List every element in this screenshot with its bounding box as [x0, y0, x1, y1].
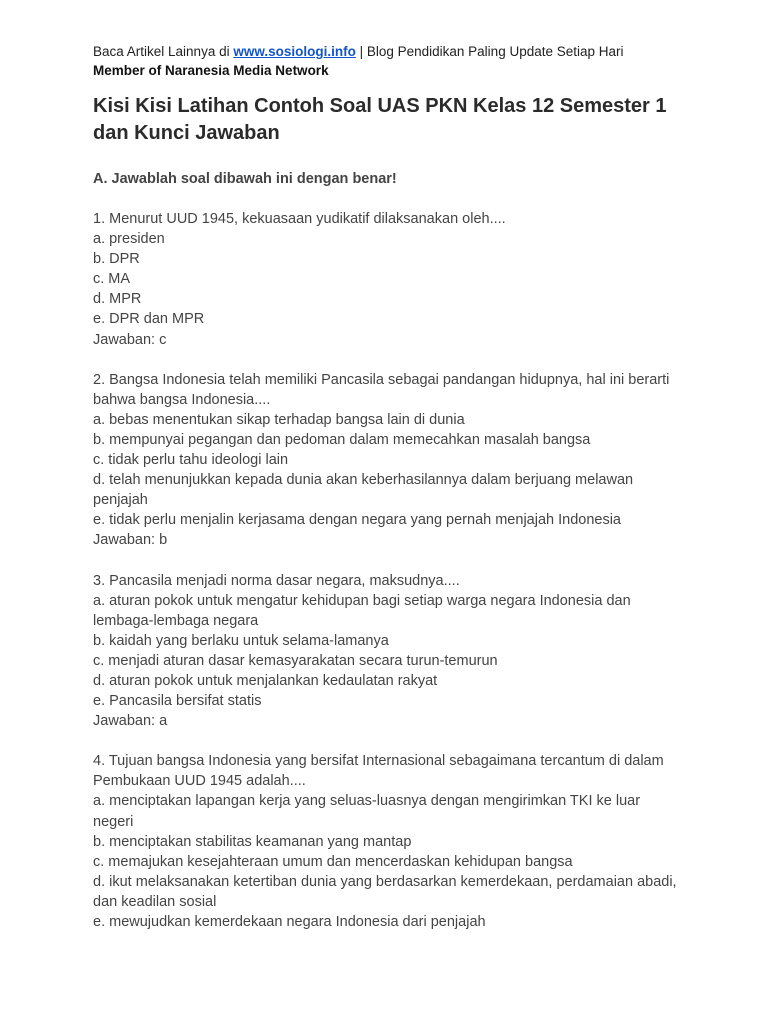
- option-e: e. DPR dan MPR: [93, 311, 205, 328]
- header-prefix: Baca Artikel Lainnya di: [93, 44, 234, 59]
- option-e: e. Pancasila bersifat statis: [93, 693, 262, 710]
- option-e: e. tidak perlu menjalin kerjasama dengan negara yang pernah menjajah Indonesia: [93, 512, 621, 529]
- question-1: [93, 209, 683, 350]
- option-b: b. DPR: [93, 251, 140, 268]
- option-c: c. tidak perlu tahu ideologi lain: [93, 452, 289, 469]
- question-text: 4. Tujuan bangsa Indonesia yang bersifat Internasional sebagaimana tercantum di dalam Pembukaan UUD 1945 adalah....: [93, 753, 664, 790]
- option-e: e. mewujudkan kemerdekaan negara Indonesia dari penjajah: [93, 914, 486, 930]
- sosiologi-link[interactable]: www.sosiologi.info: [233, 44, 356, 59]
- answer-key: Jawaban: c: [93, 331, 167, 348]
- option-d: d. ikut melaksanakan ketertiban dunia yang berdasarkan kemerdekaan, perdamaian abadi, dan keadilan sosial: [93, 873, 677, 910]
- option-a: a. presiden: [93, 231, 165, 248]
- option-b: b. kaidah yang berlaku untuk selama-lamanya: [93, 632, 389, 649]
- document-page: [93, 42, 683, 932]
- question-4: [93, 751, 683, 932]
- header-suffix: | Blog Pendidikan Paling Update Setiap Hari: [355, 44, 624, 59]
- answer-key: Jawaban: b: [93, 532, 168, 549]
- option-d: d. aturan pokok untuk menjalankan kedaulatan rakyat: [93, 672, 438, 689]
- option-a: a. bebas menentukan sikap terhadap bangsa lain di dunia: [93, 411, 465, 428]
- question-text: 2. Bangsa Indonesia telah memiliki Pancasila sebagai pandangan hidupnya, hal ini berarti bahwa bangsa Indonesia....: [93, 371, 670, 408]
- question-text: 1. Menurut UUD 1945, kekuasaan yudikatif dilaksanakan oleh....: [93, 211, 506, 227]
- answer-key: Jawaban: a: [93, 713, 168, 730]
- section-heading: A. Jawablah soal dibawah ini dengan benar!: [93, 171, 397, 187]
- option-c: c. memajukan kesejahteraan umum dan mencerdaskan kehidupan bangsa: [93, 853, 573, 870]
- option-b: b. mempunyai pegangan dan pedoman dalam memecahkan masalah bangsa: [93, 431, 591, 448]
- question-2: [93, 370, 683, 551]
- header-line: [93, 42, 683, 61]
- option-c: c. menjadi aturan dasar kemasyarakatan secara turun-temurun: [93, 652, 498, 669]
- option-d: d. MPR: [93, 291, 142, 308]
- document-title: Kisi Kisi Latihan Contoh Soal UAS PKN Kelas 12 Semester 1 dan Kunci Jawaban: [93, 95, 667, 144]
- question-3: [93, 571, 683, 732]
- option-a: a. aturan pokok untuk mengatur kehidupan bagi setiap warga negara Indonesia dan lembaga-lembaga negara: [93, 592, 631, 629]
- network-label: Member of Naranesia Media Network: [93, 63, 329, 78]
- option-d: d. telah menunjukkan kepada dunia akan keberhasilannya dalam berjuang melawan penjajah: [93, 472, 634, 509]
- option-a: a. menciptakan lapangan kerja yang seluas-luasnya dengan mengirimkan TKI ke luar negeri: [93, 793, 641, 830]
- option-c: c. MA: [93, 271, 131, 288]
- question-text: 3. Pancasila menjadi norma dasar negara, maksudnya....: [93, 572, 460, 589]
- option-b: b. menciptakan stabilitas keamanan yang mantap: [93, 833, 412, 850]
